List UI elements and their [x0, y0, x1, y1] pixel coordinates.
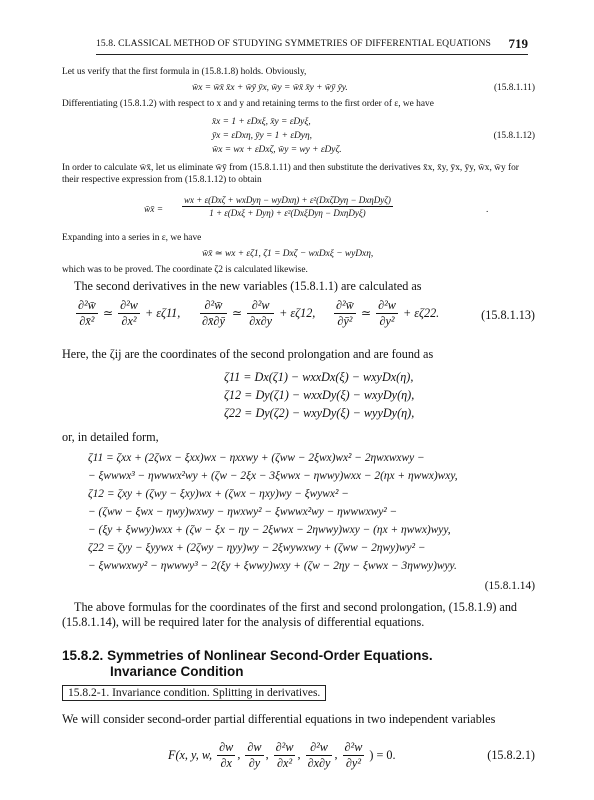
fraction-denominator: ∂x [220, 756, 232, 770]
equation-row: ζ11 = ζxx + (2ζwx − ξxx)wx − ηxxwy + (ζww − 2ξwx)wx² − 2ηwxwxwy − [88, 452, 425, 464]
equation-lhs: w̄x̄ = [144, 205, 164, 215]
section-heading [62, 648, 433, 680]
equation-row: x̄x = 1 + εDxξ, x̄y = εDyξ, [212, 117, 311, 127]
equation-row: − ξwwwx³ − ηwwwx²wy + (ζw − 2ξx − 3ξwwx − ηwwy)wxx − 2(ηx + ηwwx)wxy, [88, 470, 458, 482]
equation-part-yy: $\frac{\text{∂²w̄}}{\text{∂ȳ²}}$ ≃ $\frac{\text{∂²w}}{\text{∂y²}}$ + εζ22. [336, 298, 440, 328]
equation-tail: . [486, 205, 489, 215]
equation-15-8-1-14 [62, 452, 535, 604]
equation-row: ζ22 = Dy(ζ2) − wxyDy(ξ) − wyyDy(η), [224, 406, 415, 420]
equation-body: F(x, y, w, $\frac{\partial w}{\partial x}$ , $\frac{\partial w}{\partial y}$ , $\frac{\text{∂²w}}{\text{∂x²}}$ , $\frac{\text{∂²w}}{\partial x\partial y}$ , $\frac{\text{∂²w}}{\text{∂y²}}$ ) = 0. [168, 740, 396, 770]
fraction-numerator: ∂²w̄ [78, 298, 96, 312]
fraction-denominator: ∂ȳ² [337, 314, 353, 328]
equation-fraction [182, 194, 393, 219]
equation-number: (15.8.1.11) [493, 83, 535, 93]
fraction-denominator: ∂x² [121, 314, 137, 328]
equation-row: − (ξy + ξwwy)wxx + (ζw − ξx − ηy − 2ξwwx − 2ηwwy)wxy − (ηx + ηwwx)wyy, [88, 524, 451, 536]
subsection-heading: 15.8.2-1. Invariance condition. Splitting in derivatives. [62, 685, 326, 701]
fraction-numerator: ∂²w [120, 298, 138, 312]
fraction-denominator: ∂x̄² [79, 314, 95, 328]
fraction-denominator: 1 + ε(Dxξ + Dyη) + ε²(DxξDyη − DxηDyξ) [209, 208, 366, 218]
fraction-denominator: ∂x∂y [307, 756, 331, 770]
paragraph-proved: which was to be proved. The coordinate ζ2 is calculated likewise. [62, 265, 308, 275]
equation-15-8-1-12 [62, 116, 535, 158]
fraction-numerator: ∂²w [275, 740, 294, 754]
page-number: 719 [508, 36, 528, 51]
equation-wbar-fraction [62, 194, 535, 228]
equation-tail: + εζ11, [144, 306, 181, 320]
fraction-denominator: ∂y [248, 756, 261, 770]
fraction-denominator: ∂y² [345, 756, 361, 770]
fraction-denominator: ∂x̄∂ȳ [202, 314, 225, 328]
paragraph-expanding: Expanding into a series in ε, we have [62, 233, 202, 243]
running-title: 15.8. CLASSICAL METHOD OF STUDYING SYMMETRIES OF DIFFERENTIAL EQUATIONS [96, 38, 491, 49]
equation-tail: + εζ22. [402, 306, 440, 320]
section-number: 15.8.2. [62, 648, 104, 663]
equation-row: w̄x = wx + εDxζ, w̄y = wy + εDyζ. [212, 145, 342, 155]
fraction-numerator: ∂²w [247, 298, 274, 314]
equation-suffix: ) = 0. [369, 748, 396, 762]
running-header [96, 36, 528, 55]
equation-15-8-2-1 [62, 736, 535, 780]
equation-prefix: F(x, y, w, [168, 748, 213, 762]
paragraph-calculate: In order to calculate w̄x̄, let us eliminate w̄ȳ from (15.8.1.11) and then substitute the derivatives x̄x, x̄y, ȳx, ȳy, w̄x, w̄y for their respective expression from (15.8.1.12) to obtain [62, 163, 519, 185]
paragraph-verify: Let us verify that the first formula in (15.8.1.8) holds. Obviously, [62, 67, 307, 77]
paragraph-differentiating: Differentiating (15.8.1.2) with respect to x and y and retaining terms to the first order of ε, we have [62, 99, 434, 109]
equation-row: ζ12 = Dy(ζ1) − wxxDy(ξ) − wxyDy(η), [224, 388, 415, 402]
equation-row: ζ22 = ζyy − ξyywx + (2ζwy − ηyy)wy − 2ξwywxwy + (ζww − 2ηwy)wy² − [88, 542, 426, 554]
equation-row: ȳx = εDxη, ȳy = 1 + εDyη, [212, 131, 312, 141]
equation-second-prolongation [62, 370, 535, 424]
equation-body: w̄x̄ ≃ wx + εζ1, ζ1 = Dxζ − wxDxξ − wyDxη, [202, 249, 374, 259]
fraction-numerator: ∂w [219, 740, 234, 754]
equation-part-xx: $\frac{\text{∂²w̄}}{\text{∂x̄²}}$ ≃ $\frac{\text{∂²w}}{\text{∂x²}}$ + εζ11, [78, 298, 181, 328]
equation-row: − ξwwwxwy² − ηwwwy³ − 2(ξy + ξwwy)wxy + (ζw − 2ηy − ξwwx − 3ηwwy)wyy. [88, 560, 457, 572]
equation-number: (15.8.1.12) [493, 131, 535, 141]
equation-number: (15.8.1.13) [481, 308, 535, 322]
paragraph-detailed: or, in detailed form, [62, 430, 159, 444]
fraction-numerator: ∂²w̄ [336, 298, 354, 312]
fraction-numerator: ∂²w [344, 740, 363, 754]
equation-15-8-1-13 [62, 298, 535, 338]
equation-tail: + εζ12, [279, 306, 316, 320]
equation-row: − (ζww − ξwx − ηwy)wxwy − ηwxwy² − ξwwwx²wy − ηwwwxwy² − [88, 506, 398, 518]
fraction-denominator: ∂x∂y [249, 314, 273, 328]
section-title: Symmetries of Nonlinear Second-Order Equations. [107, 648, 433, 663]
section-title: Invariance Condition [110, 664, 244, 679]
equation-row: ζ12 = ζxy + (ζwy − ξxy)wx + (ζwx − ηxy)wy − ξwywx² − [88, 488, 349, 500]
equation-body: w̄x = w̄x̄ x̄x + w̄ȳ ȳx, w̄y = w̄x̄ x̄y + w̄ȳ ȳy. [192, 83, 348, 93]
equation-number: (15.8.1.14) [484, 580, 535, 592]
equation-number: (15.8.2.1) [487, 748, 535, 762]
equation-part-xy: $\frac{\text{∂²w̄}}{\partial x̄\partial ȳ}$ ≃ $\frac{\text{∂²w}}{\partial x\partial y}$ + εζ12, [202, 298, 316, 328]
equation-row: ζ11 = Dx(ζ1) − wxxDx(ξ) − wxyDx(η), [224, 370, 414, 384]
fraction-numerator: ∂w [247, 740, 262, 754]
paragraph-here: Here, the ζij are the coordinates of the second prolongation and are found as [62, 347, 434, 361]
fraction-numerator: ∂²w [306, 740, 333, 756]
paragraph-consider: We will consider second-order partial differential equations in two independent variables [62, 712, 496, 726]
fraction-denominator: ∂x² [277, 756, 293, 770]
paragraph-above-formulas: The above formulas for the coordinates of the first and second prolongation, (15.8.1.9) and (15.8.1.14), will be required later for the analysis of differential equations. [62, 600, 518, 629]
fraction-numerator: wx + ε(Dxζ + wxDyη − wyDxη) + ε²(DxζDyη − DxηDyζ) [184, 195, 391, 205]
fraction-numerator: ∂²w [378, 298, 396, 312]
paragraph-second-derivatives: The second derivatives in the new variables (15.8.1.1) are calculated as [74, 279, 422, 293]
fraction-numerator: ∂²w̄ [200, 298, 227, 314]
fraction-denominator: ∂y² [379, 314, 395, 328]
